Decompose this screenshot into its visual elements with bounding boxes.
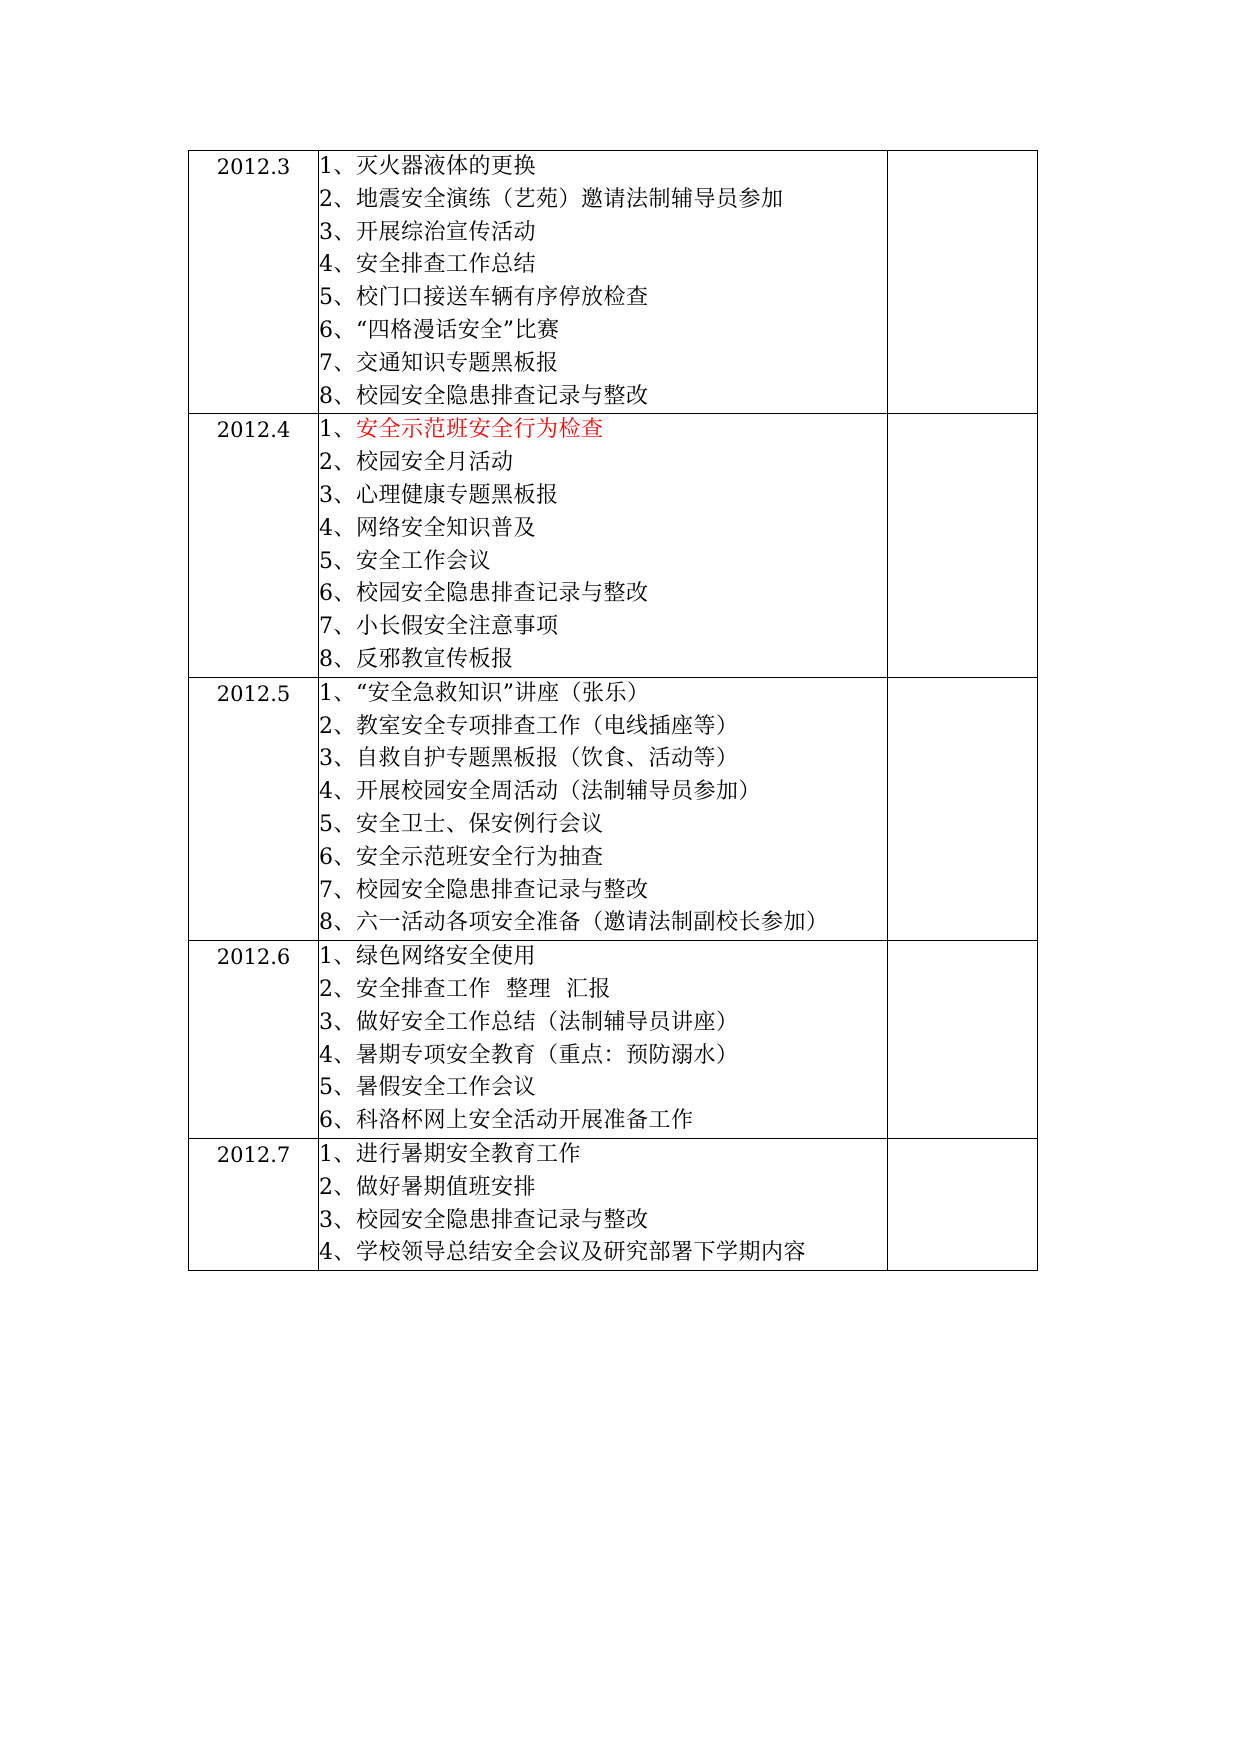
task-item: [319, 941, 887, 974]
table-body: [189, 151, 1038, 1271]
task-text: 校园安全月活动: [356, 450, 514, 476]
task-item: [319, 151, 887, 184]
task-item: [319, 644, 887, 677]
task-number: 4、: [319, 1240, 356, 1266]
task-text: “安全急救知识”讲座（张乐）: [356, 680, 650, 706]
task-number: 1、: [319, 680, 356, 706]
task-number: 2、: [319, 186, 356, 212]
task-item: [319, 743, 887, 776]
task-item: [319, 974, 887, 1007]
task-item: [319, 711, 887, 744]
task-item: [319, 348, 887, 381]
task-number: 4、: [319, 1042, 356, 1068]
task-text: 开展综治宣传活动: [356, 219, 537, 245]
task-item: [319, 678, 887, 711]
task-item: [319, 1040, 887, 1073]
task-number: 2、: [319, 1174, 356, 1200]
task-text: 校园安全隐患排查记录与整改: [356, 581, 649, 607]
task-item: [319, 875, 887, 908]
task-text: 心理健康专题黑板报: [356, 482, 559, 508]
task-number: 3、: [319, 219, 356, 245]
task-number: 4、: [319, 515, 356, 541]
task-item: [319, 907, 887, 940]
task-number: 6、: [319, 844, 356, 870]
task-number: 5、: [319, 811, 356, 837]
task-number: 5、: [319, 285, 356, 311]
task-item: [319, 611, 887, 644]
task-text: 教室安全专项排查工作（电线插座等）: [356, 713, 739, 739]
task-item: [319, 480, 887, 513]
task-number: 5、: [319, 548, 356, 574]
month-cell: 2012.3: [189, 151, 319, 414]
month-cell: 2012.7: [189, 1138, 319, 1270]
task-number: 2、: [319, 976, 356, 1002]
task-text: 安全卫士、保安例行会议: [356, 811, 604, 837]
task-number: 3、: [319, 746, 356, 772]
task-number: 2、: [319, 450, 356, 476]
task-number: 3、: [319, 482, 356, 508]
task-text: 六一活动各项安全准备（邀请法制副校长参加）: [356, 910, 829, 936]
task-number: 5、: [319, 1075, 356, 1101]
table-row: [189, 1138, 1038, 1270]
safety-work-plan-table: [188, 150, 1038, 1271]
task-text: 安全示范班安全行为检查: [356, 417, 604, 443]
task-text: 进行暑期安全教育工作: [356, 1141, 582, 1167]
table-row: [189, 677, 1038, 940]
remarks-cell: [888, 151, 1038, 414]
task-item: [319, 1205, 887, 1238]
task-text: 做好安全工作总结（法制辅导员讲座）: [356, 1009, 739, 1035]
task-item: [319, 282, 887, 315]
task-text: 安全工作会议: [356, 548, 492, 574]
task-text: 暑期专项安全教育（重点：预防溺水）: [356, 1042, 739, 1068]
task-item: [319, 217, 887, 250]
task-text: 校门口接送车辆有序停放检查: [356, 285, 649, 311]
task-number: 4、: [319, 252, 356, 278]
task-item: [319, 513, 887, 546]
task-number: 1、: [319, 944, 356, 970]
task-number: 6、: [319, 1108, 356, 1134]
task-text: 做好暑期值班安排: [356, 1174, 537, 1200]
task-item: [319, 249, 887, 282]
task-item: [319, 1007, 887, 1040]
task-item: [319, 1139, 887, 1172]
month-cell: 2012.6: [189, 941, 319, 1139]
task-text: 安全排查工作 整理 汇报: [356, 976, 611, 1002]
task-item: [319, 842, 887, 875]
task-number: 8、: [319, 910, 356, 936]
task-text: “四格漫话安全”比赛: [356, 317, 560, 343]
task-number: 7、: [319, 614, 356, 640]
task-number: 8、: [319, 646, 356, 672]
task-number: 2、: [319, 713, 356, 739]
task-text: 安全示范班安全行为抽查: [356, 844, 604, 870]
task-number: 3、: [319, 1009, 356, 1035]
task-text: 暑假安全工作会议: [356, 1075, 537, 1101]
task-text: 开展校园安全周活动（法制辅导员参加）: [356, 779, 762, 805]
task-text: 交通知识专题黑板报: [356, 350, 559, 376]
task-number: 1、: [319, 154, 356, 179]
task-text: 校园安全隐患排查记录与整改: [356, 383, 649, 409]
remarks-cell: [888, 677, 1038, 940]
task-text: 反邪教宣传板报: [356, 646, 514, 672]
task-number: 7、: [319, 350, 356, 376]
task-text: 地震安全演练（艺苑）邀请法制辅导员参加: [356, 186, 784, 212]
task-number: 1、: [319, 1141, 356, 1167]
task-item: [319, 315, 887, 348]
task-number: 7、: [319, 877, 356, 903]
task-text: 学校领导总结安全会议及研究部署下学期内容: [356, 1240, 807, 1266]
task-item: [319, 776, 887, 809]
task-text: 科洛杯网上安全活动开展准备工作: [356, 1108, 694, 1134]
table-row: [189, 941, 1038, 1139]
month-cell: 2012.5: [189, 677, 319, 940]
task-text: 校园安全隐患排查记录与整改: [356, 1207, 649, 1233]
task-item: [319, 809, 887, 842]
task-item: [319, 546, 887, 579]
task-item: [319, 578, 887, 611]
task-item: [319, 447, 887, 480]
task-number: 4、: [319, 779, 356, 805]
task-item: [319, 1237, 887, 1270]
task-number: 1、: [319, 417, 356, 443]
remarks-cell: [888, 941, 1038, 1139]
remarks-cell: [888, 414, 1038, 677]
task-text: 绿色网络安全使用: [356, 944, 537, 970]
task-list-cell: [319, 414, 888, 677]
task-list-cell: [319, 941, 888, 1139]
table-row: [189, 414, 1038, 677]
month-cell: 2012.4: [189, 414, 319, 677]
task-number: 6、: [319, 581, 356, 607]
task-list-cell: [319, 677, 888, 940]
task-item: [319, 1172, 887, 1205]
task-text: 灭火器液体的更换: [356, 154, 537, 179]
task-number: 8、: [319, 383, 356, 409]
table-row: [189, 151, 1038, 414]
task-text: 自救自护专题黑板报（饮食、活动等）: [356, 746, 739, 772]
task-item: [319, 184, 887, 217]
task-text: 小长假安全注意事项: [356, 614, 559, 640]
task-item: [319, 381, 887, 414]
task-text: 网络安全知识普及: [356, 515, 537, 541]
task-text: 安全排查工作总结: [356, 252, 537, 278]
task-list-cell: [319, 1138, 888, 1270]
task-item: [319, 1105, 887, 1138]
task-item: [319, 414, 887, 447]
task-list-cell: [319, 151, 888, 414]
task-number: 6、: [319, 317, 356, 343]
task-text: 校园安全隐患排查记录与整改: [356, 877, 649, 903]
remarks-cell: [888, 1138, 1038, 1270]
task-number: 3、: [319, 1207, 356, 1233]
task-item: [319, 1072, 887, 1105]
